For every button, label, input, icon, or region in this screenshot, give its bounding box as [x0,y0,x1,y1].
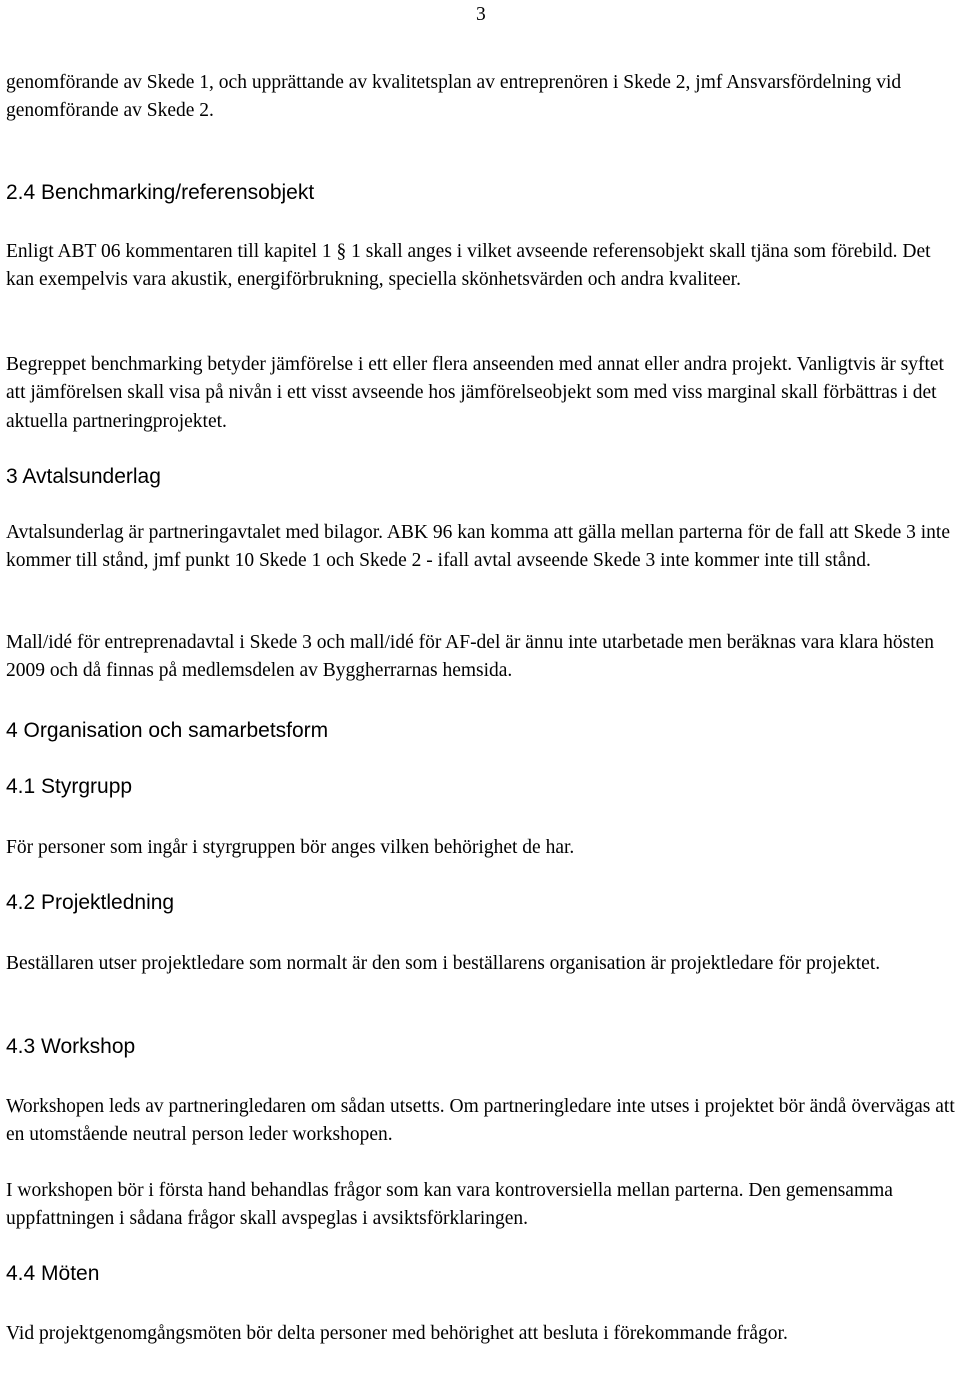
heading-3-avtalsunderlag: 3 Avtalsunderlag [6,465,161,488]
page-number: 3 [476,4,486,25]
paragraph-2-4-begreppet: Begreppet benchmarking betyder jämförelse i ett eller flera anseenden med annat eller andra projekt. Vanligtvis är syftet att jämförelsen skall visa på nivån i ett visst avseende hos jämförelseobjekt som med viss marginal skall förbättras i det aktuella partneringprojektet. [6,354,944,432]
paragraph-4-4: Vid projektgenomgångsmöten bör delta personer med behörighet att besluta i förekommande frågor. [6,1323,788,1344]
heading-4-organisation: 4 Organisation och samarbetsform [6,719,329,742]
paragraph-3-avtalsunderlag: Avtalsunderlag är partneringavtalet med bilagor. ABK 96 kan komma att gälla mellan parterna för de fall att Skede 3 inte kommer till stånd, jmf punkt 10 Skede 1 och Skede 2 - ifall avtal avseende Skede 3 inte kommer inte till stånd. [6,522,950,572]
heading-4-3-workshop: 4.3 Workshop [6,1035,136,1058]
paragraph-4-2: Beställaren utser projektledare som normalt är den som i beställarens organisation är projektledare för projektet. [6,953,881,974]
heading-4-4-moten: 4.4 Möten [6,1262,100,1285]
paragraph-4-1: För personer som ingår i styrgruppen bör anges vilken behörighet de har. [6,837,575,858]
paragraph-4-3-fragor: I workshopen bör i första hand behandlas frågor som kan vara kontroversiella mellan parterna. Den gemensamma uppfattningen i sådana frågor skall avspeglas i avsiktsförklaringen. [6,1180,893,1230]
paragraph-4-3-leds: Workshopen leds av partneringledaren om sådan utsetts. Om partneringledare inte utses i projektet bör ändå övervägas att en utomstående neutral person leder workshopen. [6,1096,955,1146]
heading-4-1-styrgrupp: 4.1 Styrgrupp [6,775,133,798]
heading-4-2-projektledning: 4.2 Projektledning [6,891,175,914]
paragraph-3-mall: Mall/idé för entreprenadavtal i Skede 3 och mall/idé för AF-del är ännu inte utarbetade men beräknas vara klara hösten 2009 och då finnas på medlemsdelen av Byggherrarnas hemsida. [6,632,935,682]
paragraph-intro: genomförande av Skede 1, och upprättande av kvalitetsplan av entreprenören i Skede 2, jmf Ansvarsfördelning vid genomförande av Skede 2. [6,72,902,122]
heading-2-4-benchmarking: 2.4 Benchmarking/referensobjekt [6,181,315,204]
paragraph-2-4-abt: Enligt ABT 06 kommentaren till kapitel 1 § 1 skall anges i vilket avseende referensobjekt skall tjäna som förebild. Det kan exempelvis vara akustik, energiförbrukning, speciella skönhetsvärden och andra kvaliteer. [6,241,931,291]
